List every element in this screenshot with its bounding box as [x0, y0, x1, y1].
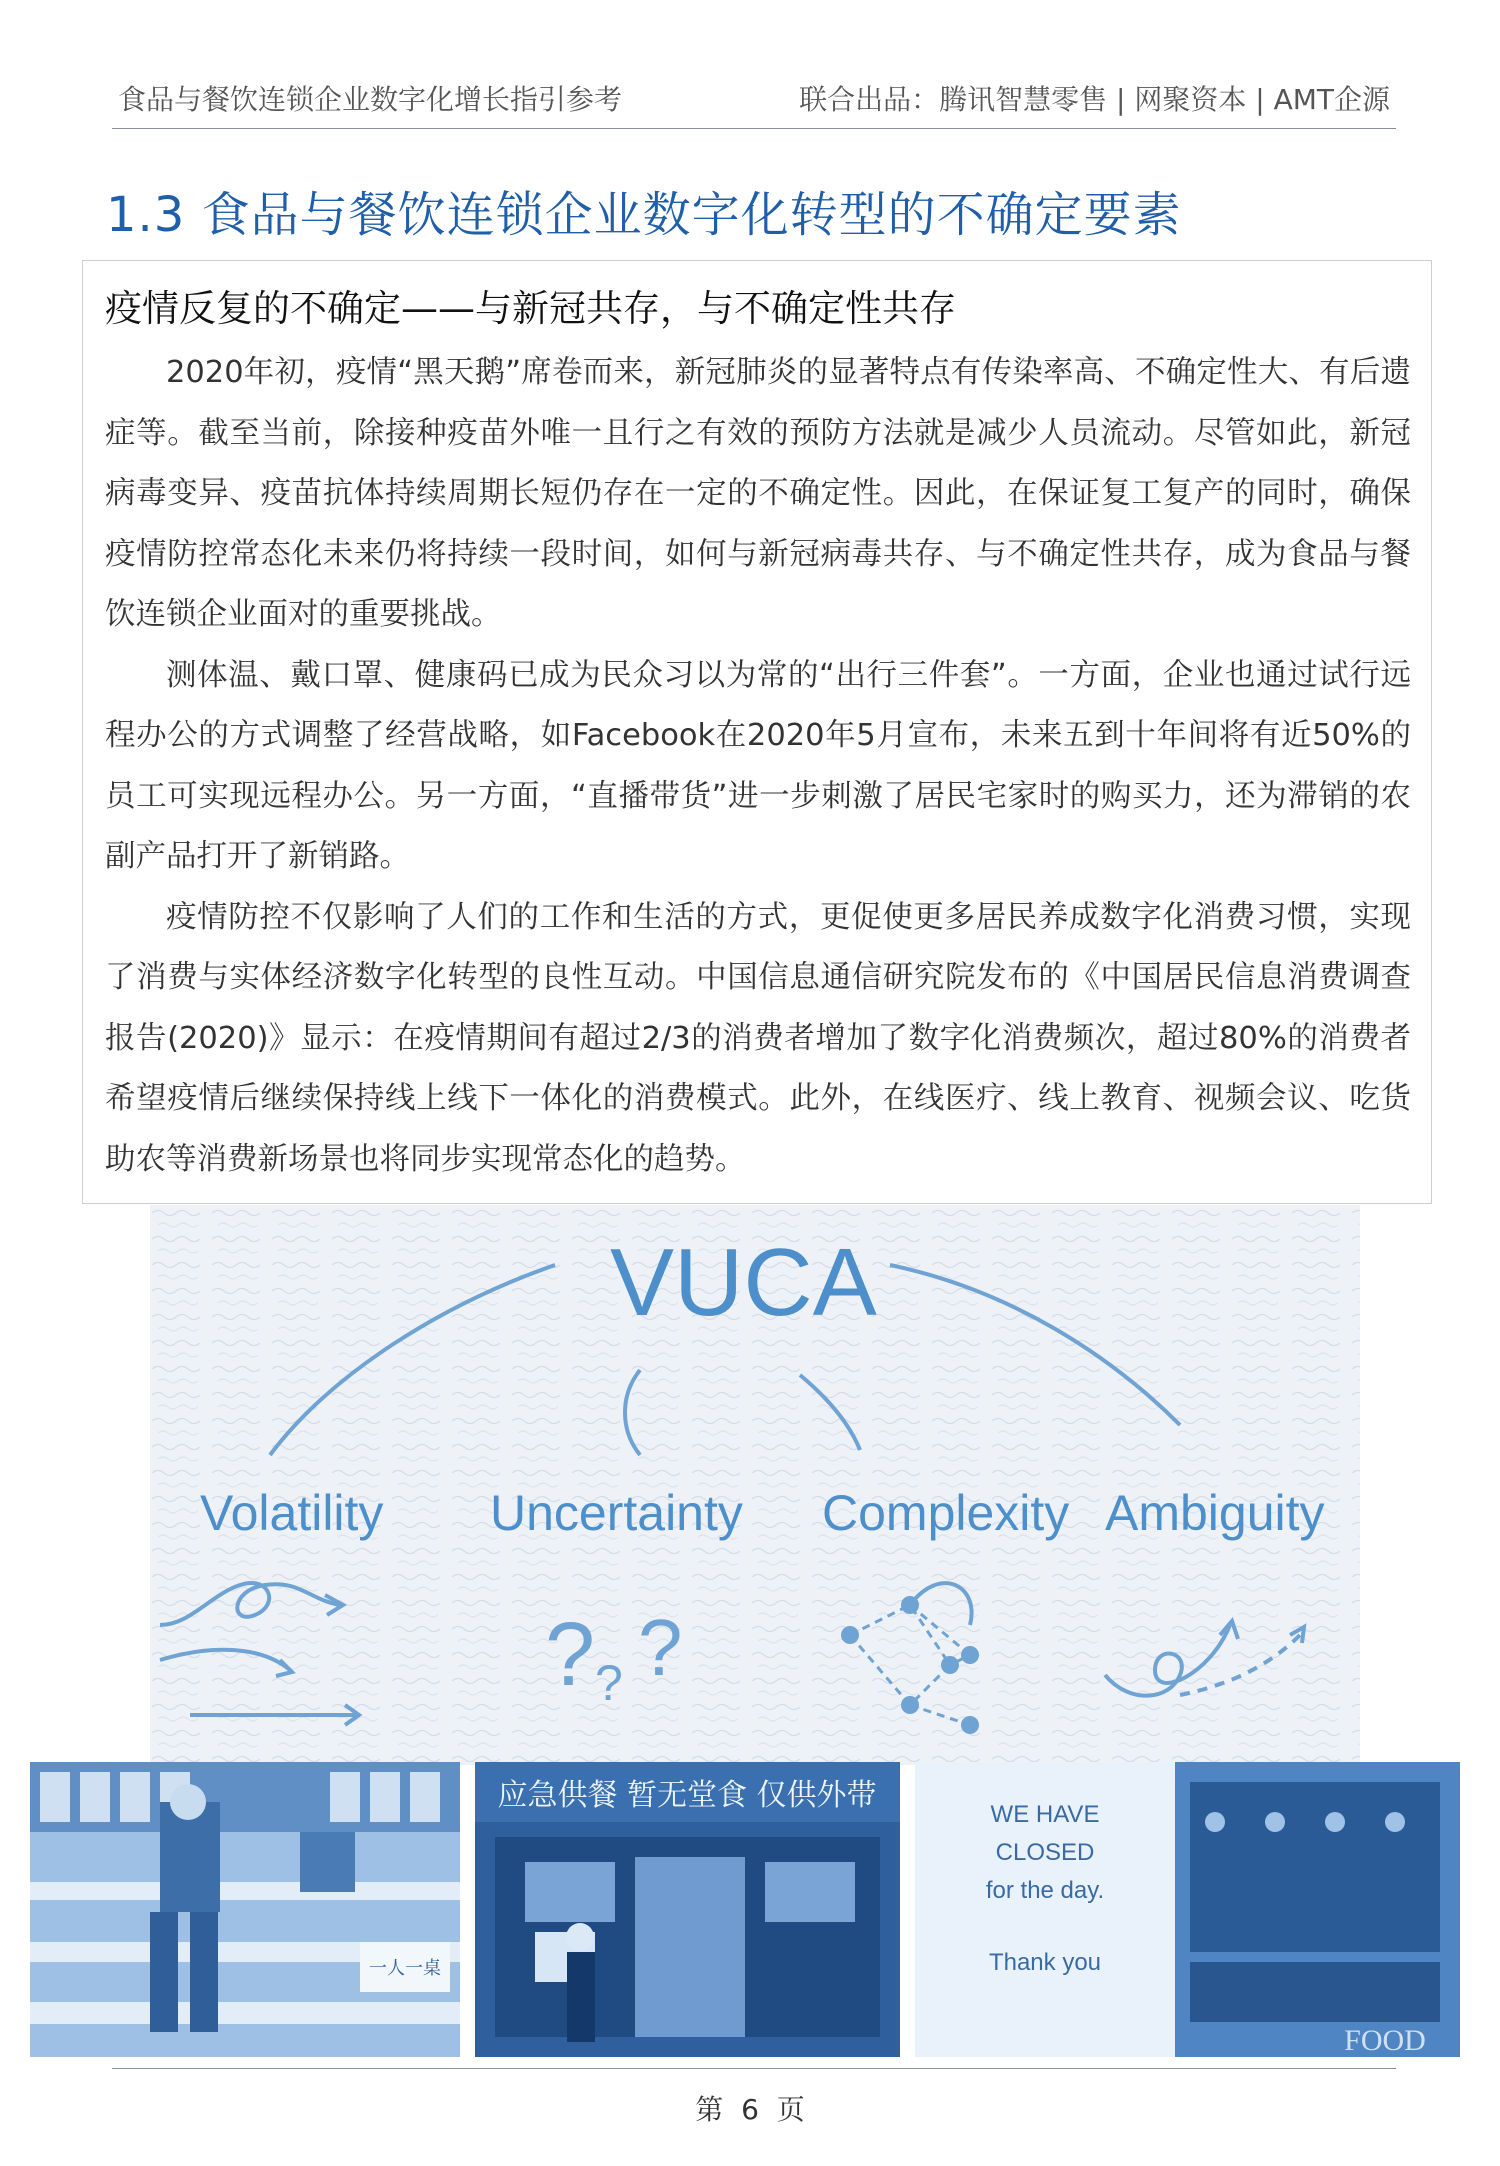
vuca-uncertainty: Uncertainty: [490, 1485, 743, 1541]
vuca-ambiguity: Ambiguity: [1105, 1485, 1325, 1541]
food-logo-text: FOOD: [1344, 2024, 1426, 2057]
paragraph-2: 测体温、戴口罩、健康码已成为民众习以为常的“出行三件套”。一方面，企业也通过试行远程办公的方式调整了经营战略，如Facebook在2020年5月宣布，未来五到十年间将有近50%的员工可实现远程办公。另一方面，“直播带货”进一步刺激了居民宅家时的购买力，还为滞销的农副产品打开了新销路。: [105, 657, 1411, 874]
paragraph-1: 2020年初，疫情“黑天鹅”席卷而来，新冠肺炎的显著特点有传染率高、不确定性大、有后遗症等。截至当前，除接种疫苗外唯一且行之有效的预防方法就是减少人员流动。尽管如此，新冠病毒变异、疫苗抗体持续周期长短仍存在一定的不确定性。因此，在保证复工复产的同时，确保疫情防控常态化未来仍将持续一段时间，如何与新冠病毒共存、与不确定性共存，成为食品与餐饮连锁企业面对的重要挑战。: [105, 355, 1411, 632]
photo-strip: [30, 1762, 1460, 2057]
closed-line-2: CLOSED: [995, 1839, 1095, 1866]
page-number: 第 6 页: [695, 2093, 805, 2126]
closed-line-4: Thank you: [988, 1949, 1102, 1976]
svg-text:?: ?: [638, 1603, 683, 1692]
photo-storefront: [475, 1762, 900, 2057]
storefront-image: [475, 1762, 900, 2057]
canteen-image: [30, 1762, 460, 2057]
header-report-title: 食品与餐饮连锁企业数字化增长指引参考: [118, 83, 623, 116]
vuca-complexity: Complexity: [822, 1485, 1070, 1541]
page-header: [112, 78, 1396, 129]
vuca-drawing: [150, 1205, 1360, 1765]
photo-closed-sign: [915, 1762, 1460, 2057]
closed-line-1: WE HAVE: [990, 1801, 1100, 1828]
storefront-banner: 应急供餐 暂无堂食 仅供外带: [497, 1778, 877, 1813]
svg-text:?: ?: [595, 1655, 623, 1711]
header-publishers: 联合出品：腾讯智慧零售 | 网聚资本 | AMT企源: [799, 83, 1390, 116]
closed-line-3: for the day.: [985, 1877, 1105, 1904]
footer-divider: [112, 2068, 1396, 2069]
vuca-volatility: Volatility: [200, 1485, 384, 1541]
table-sign-text: 一人一桌: [369, 1958, 441, 1979]
section-subtitle: 疫情反复的不确定——与新冠共存，与不确定性共存: [105, 287, 956, 330]
content-box: [82, 260, 1432, 1204]
svg-text:?: ?: [545, 1605, 596, 1705]
closed-sign-image: [915, 1762, 1460, 2057]
vuca-title: VUCA: [610, 1229, 877, 1336]
vuca-illustration: [150, 1205, 1360, 1765]
photo-canteen: [30, 1762, 460, 2057]
section-title: 1.3 食品与餐饮连锁企业数字化转型的不确定要素: [106, 187, 1182, 243]
paragraph-3: 疫情防控不仅影响了人们的工作和生活的方式，更促使更多居民养成数字化消费习惯，实现了消费与实体经济数字化转型的良性互动。中国信息通信研究院发布的《中国居民信息消费调查报告(2020)》显示：在疫情期间有超过2/3的消费者增加了数字化消费频次，超过80%的消费者希望疫情后继续保持线上线下一体化的消费模式。此外，在线医疗、线上教育、视频会议、吃货助农等消费新场景也将同步实现常态化的趋势。: [105, 899, 1411, 1177]
